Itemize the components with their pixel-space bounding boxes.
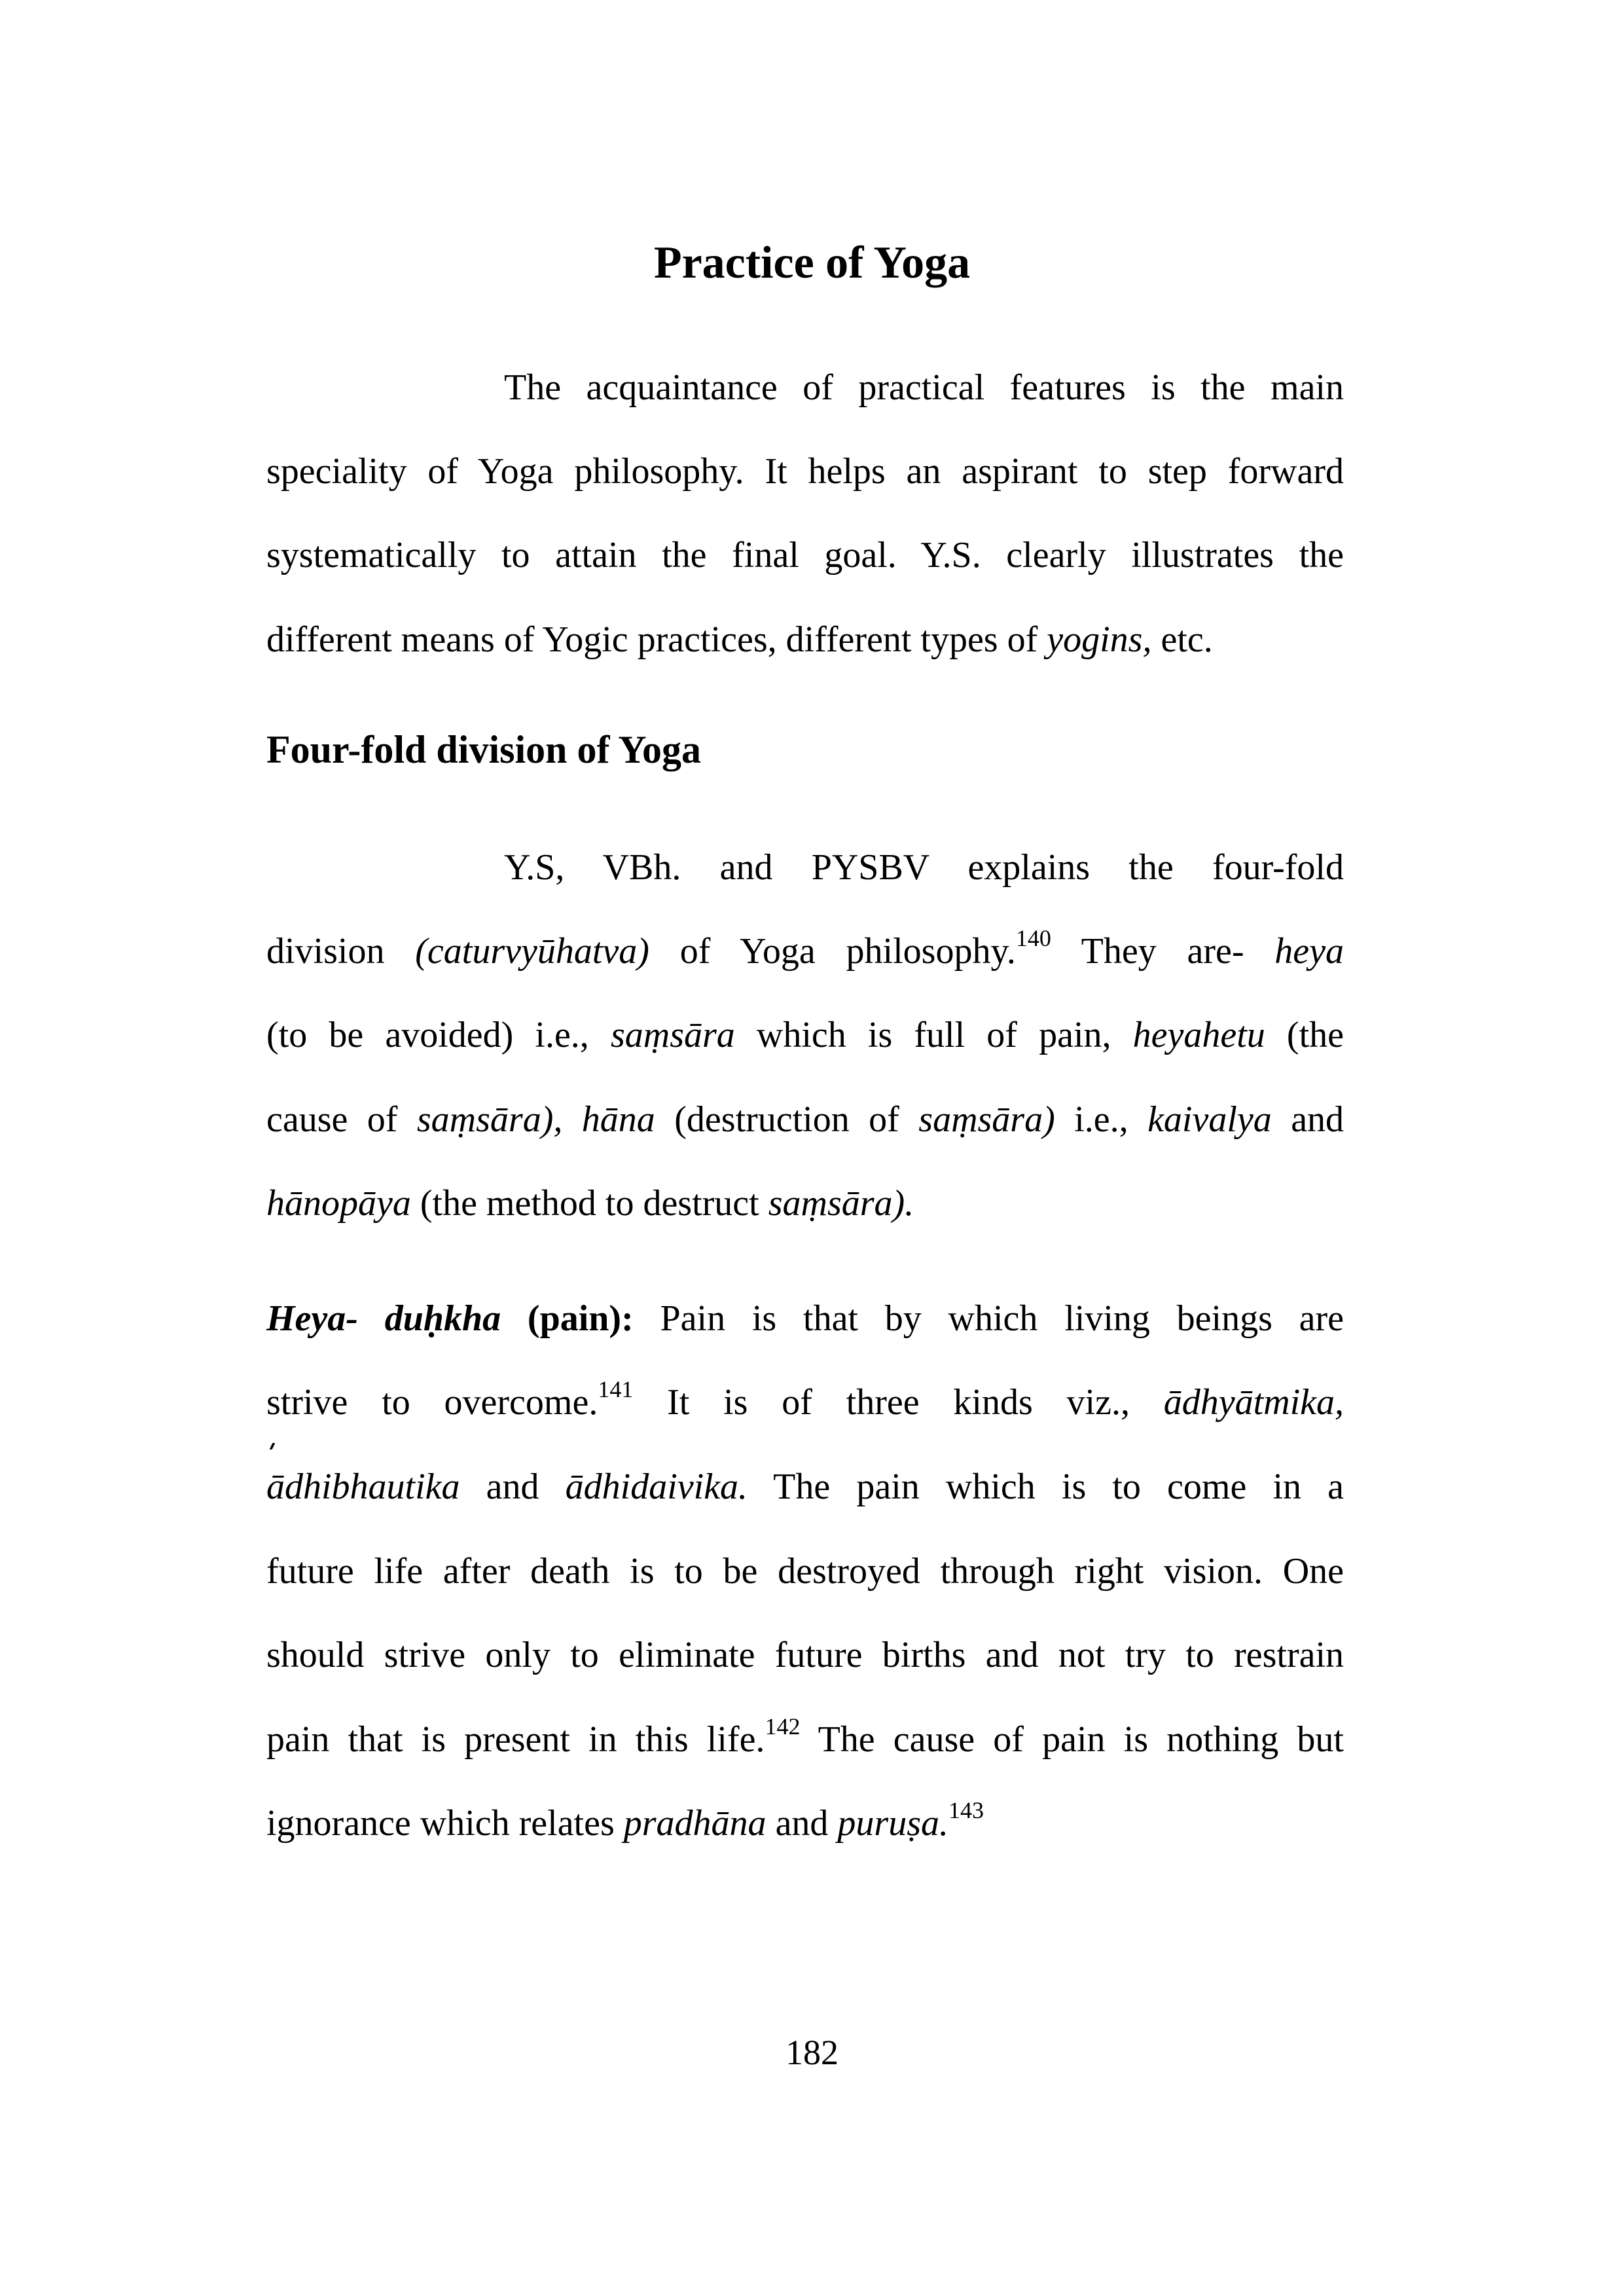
subsection-label: (pain):: [501, 1298, 634, 1339]
text-run: etc.: [1151, 619, 1213, 660]
italic-term: ādhyātmika,: [1163, 1382, 1344, 1423]
italic-term: heya: [1274, 931, 1344, 972]
section2-line-6: [266, 1713, 1344, 1760]
footnote-ref-140[interactable]: 140: [1015, 925, 1051, 952]
italic-term: saṃsāra): [918, 1099, 1055, 1140]
section2-line-1: [266, 1298, 1344, 1339]
footnote-ref-142[interactable]: 142: [765, 1713, 801, 1740]
italic-term: saṃsāra: [610, 1015, 735, 1055]
italic-term: saṃsāra), hāna: [416, 1099, 655, 1140]
section2-line-3: [266, 1466, 1344, 1508]
text-run: different means of Yogic practices, different types of: [266, 619, 1047, 660]
italic-term: pradhāna: [623, 1803, 767, 1844]
text-run: The pain which is to come in a: [773, 1467, 1344, 1507]
intro-line-1: The acquaintance of practical features is the main: [504, 367, 1344, 408]
text-run: and: [766, 1803, 838, 1844]
text-run: (destruction of: [674, 1099, 919, 1140]
text-run: i.e.,: [1074, 1099, 1148, 1140]
footnote-ref-141[interactable]: 141: [598, 1376, 634, 1403]
italic-term: saṃsāra).: [768, 1183, 914, 1224]
section2-line-2: [266, 1376, 1344, 1423]
text-run: and: [1291, 1099, 1344, 1140]
italic-term: heyahetu: [1132, 1015, 1265, 1055]
text-run: (the method to destruct: [410, 1183, 768, 1224]
italic-term: (caturvyūhatva): [415, 931, 649, 972]
section2-line-4: future life after death is to be destroyed through right vision. One: [266, 1551, 1344, 1592]
text-run: of Yoga philosophy.: [679, 931, 1016, 972]
footnote-ref-143[interactable]: 143: [948, 1797, 984, 1824]
section1-line-1: Y.S, VBh. and PYSBV explains the four-fold: [504, 847, 1344, 888]
text-run: cause of: [266, 1099, 417, 1140]
subsection-term-heya-duhkha: Heya- duḥkha: [266, 1298, 501, 1339]
italic-term: puruṣa.: [837, 1803, 949, 1844]
page-title: [0, 237, 1624, 289]
text-run: which is full of pain,: [756, 1015, 1133, 1055]
section1-line-4: [266, 1099, 1344, 1140]
text-run: Pain is that by which living beings are: [660, 1298, 1344, 1339]
text-run: (to be avoided) i.e.,: [266, 1015, 611, 1055]
text-run: It is of three kinds viz.,: [667, 1382, 1164, 1423]
text-run: They are-: [1081, 931, 1275, 972]
text-run: division: [266, 931, 416, 972]
intro-line-3: systematically to attain the final goal. Y.S. clearly illustrates the: [266, 535, 1344, 575]
section2-line-7: [266, 1797, 1344, 1844]
italic-term: hānopāya: [266, 1183, 411, 1224]
page-title-text: Practice of Yoga: [653, 238, 971, 288]
section1-line-2: [266, 925, 1344, 972]
text-run: strive to overcome.: [266, 1382, 598, 1423]
text-run: pain that is present in this life.: [266, 1719, 765, 1760]
italic-term: ādhidaivika.: [565, 1467, 748, 1507]
text-run: The cause of pain is nothing but: [818, 1719, 1344, 1760]
intro-line-4: [266, 619, 1344, 661]
italic-term: ādhibhautika: [266, 1467, 460, 1507]
text-run: ignorance which relates: [266, 1803, 624, 1844]
italic-term: kaivalya: [1147, 1099, 1272, 1140]
text-run: and: [486, 1467, 566, 1507]
italic-term: yogins,: [1047, 619, 1152, 660]
section2-line-5: should strive only to eliminate future births and not try to restrain: [266, 1635, 1344, 1675]
stray-mark: [270, 1443, 276, 1449]
page-number: 182: [785, 2033, 839, 2072]
section-heading-four-fold: Four-fold division of Yoga: [266, 728, 701, 771]
section1-line-3: [266, 1014, 1344, 1056]
text-run: (the: [1286, 1015, 1344, 1055]
section1-line-5: [266, 1182, 1344, 1224]
intro-line-2: speciality of Yoga philosophy. It helps an aspirant to step forward: [266, 451, 1344, 492]
